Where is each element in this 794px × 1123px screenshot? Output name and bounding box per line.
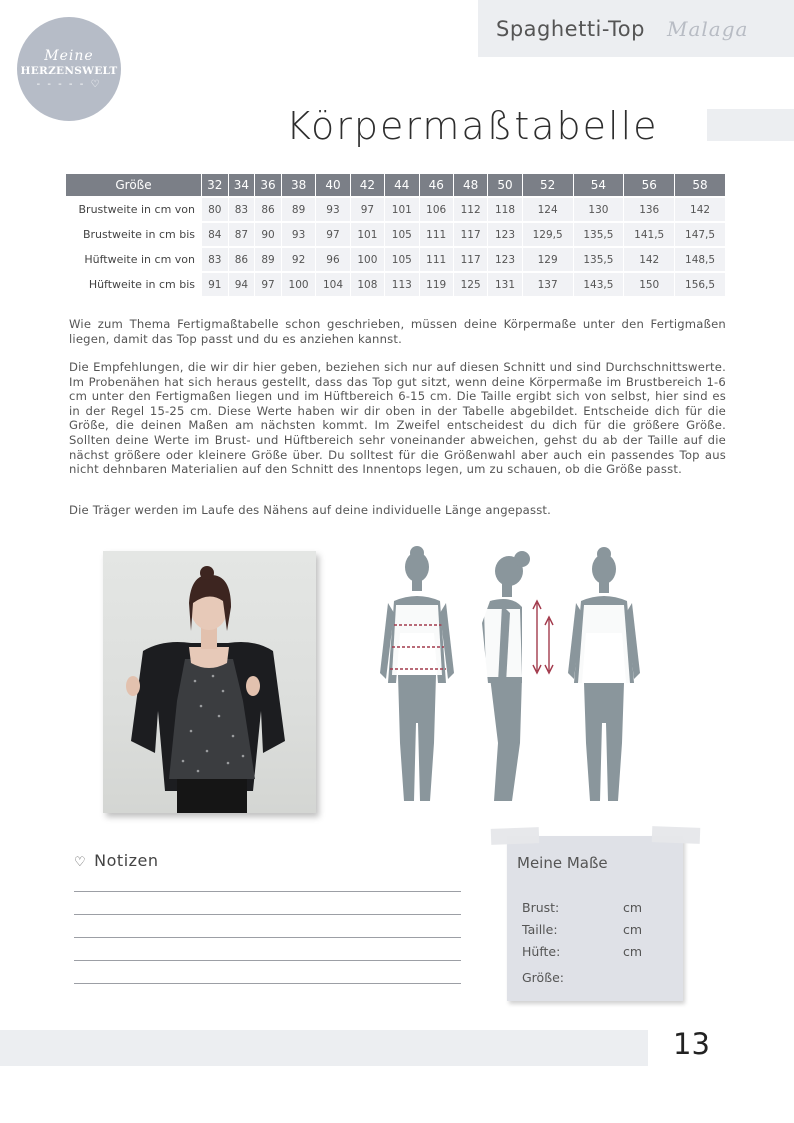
table-row (66, 221, 726, 246)
table-cell: 105 (385, 221, 419, 246)
table-cell: 104 (316, 271, 350, 296)
note-line (74, 891, 461, 892)
table-cell: 129,5 (523, 221, 574, 246)
measurement-label-hip: Hüfte: (522, 944, 561, 959)
table-cell: 92 (282, 246, 316, 271)
table-cell: 83 (202, 246, 229, 271)
table-cell: 106 (420, 196, 454, 221)
size-header: 56 (624, 174, 675, 196)
size-header: 40 (316, 174, 350, 196)
measurement-label-bust: Brust: (522, 900, 560, 915)
table-cell: 141,5 (624, 221, 675, 246)
table-cell: 156,5 (675, 271, 726, 296)
table-cell: 90 (255, 221, 282, 246)
table-cell: 97 (316, 221, 350, 246)
size-header: 34 (229, 174, 256, 196)
table-cell: 117 (454, 246, 488, 271)
table-row (66, 196, 726, 221)
table-cell: 101 (385, 196, 419, 221)
size-header: 46 (420, 174, 454, 196)
table-cell: 123 (488, 221, 522, 246)
title-accent-bar (707, 109, 794, 141)
size-header: 36 (255, 174, 282, 196)
notes-heading (74, 851, 159, 870)
table-cell: 112 (454, 196, 488, 221)
table-cell: 86 (255, 196, 282, 221)
body-figures-illustration (372, 543, 652, 813)
recommendation-paragraph: Die Empfehlungen, die wir dir hier geben, beziehen sich nur auf diesen Schnitt und sind Durchschnittswerte. Im Probenähen hat sich heraus gestellt, dass das Top gut sitzt, wenn deine Körpermaße im Brustbereich 1-6 cm unter den Fertigmaßen liegen und im Hüftbereich 6-15 cm. Die Taille ergibt sich von selbst, hier sind es in der Regel 15-25 cm. Diese Werte haben wir dir oben in der Tabelle abgebildet. Entscheide dich für die Größe, die deinen Maßen am nächsten kommt. Im Zweifel entscheidest du dich für die größere Größe. Sollten deine Werte im Brust- und Hüftbereich sehr voneinander abweichen, gehst du ab der Taille auf die nächst größere oder kleinere Größe über. Du solltest für die Größenwahl aber auch ein passendes Top aus nicht dehnbaren Materialien auf den Schnitt des Innentops legen, um zu schauen, ob die Größe passt. (69, 360, 726, 477)
table-cell: 124 (523, 196, 574, 221)
table-cell: 142 (675, 196, 726, 221)
header-tab (478, 0, 794, 57)
table-cell: 86 (229, 246, 256, 271)
table-cell: 97 (351, 196, 385, 221)
note-line (74, 983, 461, 984)
footer-bar (0, 1030, 648, 1066)
table-cell: 93 (316, 196, 350, 221)
size-header: 58 (675, 174, 726, 196)
table-cell: 147,5 (675, 221, 726, 246)
page-title: Körpermaßtabelle (286, 104, 659, 148)
table-cell: 119 (420, 271, 454, 296)
table-cell: 94 (229, 271, 256, 296)
table-cell: 148,5 (675, 246, 726, 271)
table-cell: 150 (624, 271, 675, 296)
row-label: Hüftweite in cm von (66, 246, 202, 271)
table-cell: 143,5 (574, 271, 625, 296)
size-header: 54 (574, 174, 625, 196)
page-number: 13 (673, 1027, 710, 1061)
table-cell: 130 (574, 196, 625, 221)
table-cell: 100 (282, 271, 316, 296)
measurements-card-title: Meine Maße (517, 854, 608, 872)
table-cell: 117 (454, 221, 488, 246)
table-cell: 97 (255, 271, 282, 296)
size-header: 50 (488, 174, 522, 196)
tape-left (491, 827, 540, 845)
table-header-label: Größe (66, 174, 202, 196)
size-header: 44 (385, 174, 419, 196)
table-cell: 93 (282, 221, 316, 246)
table-cell: 100 (351, 246, 385, 271)
header-title: Spaghetti-Top (496, 16, 645, 41)
logo-line2: HERZENSWELT (20, 65, 118, 77)
table-cell: 89 (282, 196, 316, 221)
table-cell: 91 (202, 271, 229, 296)
note-line (74, 960, 461, 961)
size-header: 48 (454, 174, 488, 196)
table-cell: 135,5 (574, 246, 625, 271)
table-cell: 84 (202, 221, 229, 246)
note-line (74, 914, 461, 915)
table-cell: 118 (488, 196, 522, 221)
table-row (66, 271, 726, 296)
measurement-unit-hip: cm (623, 944, 643, 959)
table-cell: 135,5 (574, 221, 625, 246)
measurements-card (507, 836, 683, 1001)
size-header: 52 (523, 174, 574, 196)
measurement-unit-waist: cm (623, 922, 643, 937)
notes-title: Notizen (94, 851, 159, 870)
table-cell: 136 (624, 196, 675, 221)
measurement-label-waist: Taille: (522, 922, 558, 937)
row-label: Brustweite in cm bis (66, 221, 202, 246)
intro-paragraph: Wie zum Thema Fertigmaßtabelle schon geschrieben, müssen deine Körpermaße unter den Fertigmaßen liegen, damit das Top passt und du es anziehen kannst. (69, 317, 726, 346)
side-figure (482, 551, 553, 801)
table-cell: 111 (420, 221, 454, 246)
table-cell: 96 (316, 246, 350, 271)
table-cell: 137 (523, 271, 574, 296)
heart-icon: ♡ (74, 855, 87, 870)
table-header-row (66, 174, 726, 196)
measurement-label-size: Größe: (522, 970, 564, 985)
table-cell: 113 (385, 271, 419, 296)
header-script-title: Malaga (666, 16, 749, 41)
table-cell: 101 (351, 221, 385, 246)
table-cell: 142 (624, 246, 675, 271)
measurement-unit-bust: cm (623, 900, 643, 915)
logo-heart-icon: - - - - - ♡ (36, 79, 102, 90)
size-header: 42 (351, 174, 385, 196)
table-cell: 105 (385, 246, 419, 271)
size-table (66, 174, 726, 296)
model-photo-illustration (103, 551, 316, 813)
table-cell: 83 (229, 196, 256, 221)
table-cell: 111 (420, 246, 454, 271)
logo (17, 17, 121, 121)
table-cell: 131 (488, 271, 522, 296)
table-cell: 80 (202, 196, 229, 221)
table-cell: 129 (523, 246, 574, 271)
table-cell: 87 (229, 221, 256, 246)
logo-line1: Meine (44, 48, 94, 64)
size-header: 38 (282, 174, 316, 196)
tape-right (652, 826, 701, 844)
row-label: Brustweite in cm von (66, 196, 202, 221)
table-cell: 108 (351, 271, 385, 296)
row-label: Hüftweite in cm bis (66, 271, 202, 296)
table-cell: 125 (454, 271, 488, 296)
size-header: 32 (202, 174, 229, 196)
table-cell: 123 (488, 246, 522, 271)
table-row (66, 246, 726, 271)
back-figure (568, 547, 640, 801)
strap-note-paragraph: Die Träger werden im Laufe des Nähens auf deine individuelle Länge angepasst. (69, 503, 552, 517)
table-cell: 89 (255, 246, 282, 271)
note-line (74, 937, 461, 938)
front-figure (380, 546, 454, 801)
model-photo (103, 551, 316, 813)
